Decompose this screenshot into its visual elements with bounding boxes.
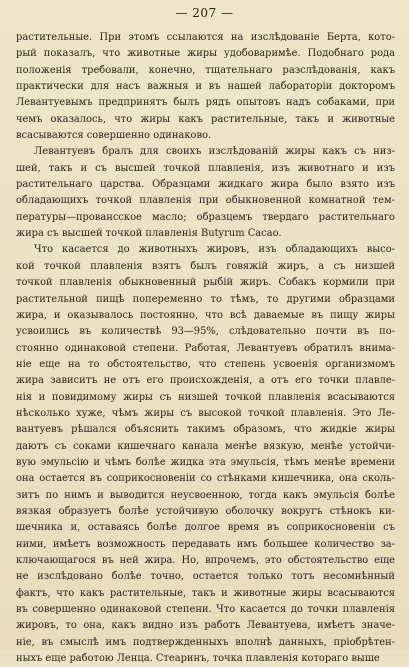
text-line: она остается въ соприкосновеніи со стѣнками кишечника, она сколь- xyxy=(16,473,395,485)
text-line: рый показалъ, что животные жиры удобоваримѣе. Подобнаго рода xyxy=(16,48,395,60)
text-line: жира зависитъ не отъ его происхожденія, а отъ его точки плавле- xyxy=(16,375,395,387)
text-line: кой точкой плавленія взятъ былъ говяжій жиръ, а съ низшей xyxy=(16,260,395,272)
text-line: въ совершенно одинаковой степени. Что касается до точки плавленія xyxy=(16,604,395,616)
text-line: вязкая образуетъ болѣе устойчивую оболочку вокругъ стѣнокъ ки- xyxy=(16,505,395,517)
page-number: — 207 — xyxy=(175,6,234,20)
text-line: пературы—провансское масло; образцемъ твердаго растительнаго xyxy=(16,211,395,223)
text-line: вантуевъ рѣшался объяснить такимъ образомъ, что жидкіе жиры xyxy=(16,424,395,436)
text-line: ныхъ еще работою Ленца. Стеаринъ, точка плавленія котораго выше xyxy=(16,653,380,665)
text-line: зитъ по нимъ и выводится неусвоенною, тогда какъ эмульсія болѣе xyxy=(16,489,395,501)
text-line: даютъ съ соками кишечнаго канала менѣе вязкую, менѣе устойчи- xyxy=(16,440,395,452)
text-line: положенія требовали, конечно, тщательнаго разслѣдованія, какъ xyxy=(16,64,395,76)
text-line: нія и повидимому жиры съ низшей точкой плавленія всасываются xyxy=(16,391,395,403)
text-line: нѣсколько хуже, чѣмъ жиры съ высокой точкой плавленія. Это Ле- xyxy=(16,407,395,419)
text-line: чемъ оказалось, что жиры какъ растительные, такъ и животные xyxy=(16,113,395,125)
text-line: ніе, въ смыслѣ имъ подтвержденныхъ вполнѣ данныхъ, пріобрѣтен- xyxy=(16,636,395,648)
text-line: точкой плавленія обыкновенный рыбій жиръ. Собакъ кормили при xyxy=(16,277,395,289)
text-line: ключающагося въ ней жира. Но, впрочемъ, это обстоятельство еще xyxy=(16,555,395,566)
text-line: шей, такъ и съ высшей точкой плавленія, изъ животнаго и изъ xyxy=(16,162,395,174)
text-line: шечника и, оставаясь болѣе долгое время въ соприкосновеніи съ xyxy=(16,522,395,534)
text-line: растительнаго царства. Образцами жидкаго жира было взято изъ xyxy=(16,179,395,191)
text-line: Левантуевъ бралъ для своихъ изслѣдованій жиры какъ съ низ- xyxy=(34,146,395,158)
text-line: Левантуевымъ предпринятъ былъ рядъ опытовъ надъ собаками, при xyxy=(16,97,395,109)
text-line: фактъ, что какъ растительные, такъ и животные жиры всасываются xyxy=(16,587,395,599)
text-line: жира, и оказывалось постоянно, что всѣ даваемые въ пищу жиры xyxy=(16,309,395,321)
text-line: стоянно одинаковой степени. Работая, Левантуевъ обратилъ внима- xyxy=(16,342,395,354)
text-line: жировъ, то она, какъ видно изъ работъ Левантуева, имѣетъ значе- xyxy=(16,620,395,632)
body-text xyxy=(16,30,395,667)
text-line: вую эмульсію и чѣмъ болѣе жидка эта эмульсія, тѣмъ менѣе времени xyxy=(16,456,395,468)
text-line: растительные. При этомъ ссылаются на изслѣдованіе Берта, кото- xyxy=(16,32,395,43)
text-line: ними, имѣетъ возможность передавать имъ большее количество за- xyxy=(16,538,395,550)
text-line: практически для насъ важныя и въ нашей лабораторіи докторомъ xyxy=(16,81,395,93)
text-line: не изслѣдовано болѣе точно, остается только тотъ несомнѣнный xyxy=(16,571,395,583)
text-line: усвоились въ количествѣ 93—95%, слѣдовательно почти въ по- xyxy=(16,326,395,338)
text-line: растительной пищѣ попеременно то тѣмъ, то другими образцами xyxy=(16,293,395,305)
text-line: всасываются совершенно одинаково. xyxy=(16,130,212,142)
text-line: ніе еще на то обстоятельство, что степень усвоенія организмомъ xyxy=(16,358,395,370)
text-line: обладающихъ точкой плавленія при обыкновенной комнатной тем- xyxy=(16,195,395,207)
text-line: Что касается до животныхъ жировъ, изъ обладающихъ высо- xyxy=(34,244,395,256)
text-line: жира съ высшей точкой плавленія Butyrum Cacao. xyxy=(16,228,282,240)
